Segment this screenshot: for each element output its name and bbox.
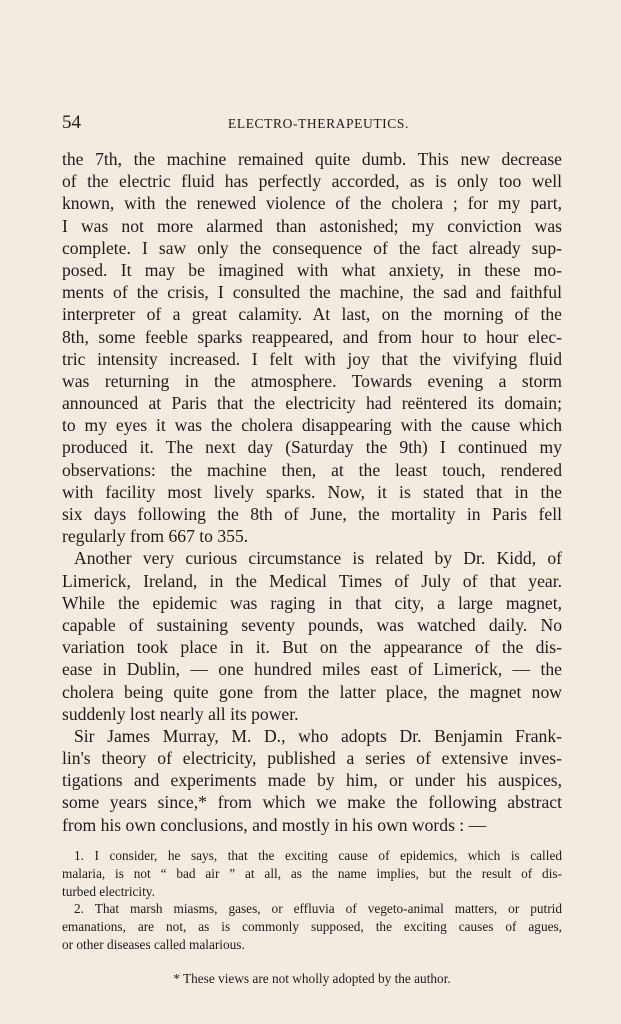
quote-line: malaria, is not “ bad air ” at all, as the name implies, but the result of dis- [62, 865, 562, 881]
page-header [62, 112, 562, 134]
text-line: tric intensity increased. I felt with joy that the vivifying fluid [62, 348, 562, 369]
quote-line: emanations, are not, as is commonly supposed, the exciting causes of agues, [62, 919, 562, 935]
text-line: While the epidemic was raging in that city, a large magnet, [62, 592, 562, 613]
text-line: lin's theory of electricity, published a series of extensive inves- [62, 748, 562, 769]
text-line: regularly from 667 to 355. [62, 526, 249, 547]
text-line: interpreter of a great calamity. At last, on the morning of the [62, 304, 562, 325]
text-line: Another very curious circumstance is related by Dr. Kidd, of [74, 548, 562, 569]
text-line: was returning in the atmosphere. Towards evening a storm [62, 370, 562, 391]
text-line: observations: the machine then, at the least touch, rendered [62, 459, 562, 480]
text-line: produced it. The next day (Saturday the 9th) I continued my [62, 437, 562, 458]
text-line: known, with the renewed violence of the cholera ; for my part, [62, 193, 562, 214]
quote-line: 2. That marsh miasms, gases, or effluvia of vegeto-animal matters, or putrid [74, 901, 562, 917]
body-text [62, 148, 562, 836]
text-line: posed. It may be imagined with what anxiety, in these mo- [62, 259, 562, 280]
text-line: Limerick, Ireland, in the Medical Times of July of that year. [62, 570, 562, 591]
text-line: six days following the 8th of June, the mortality in Paris fell [62, 504, 562, 524]
text-line: the 7th, the machine remained quite dumb. This new decrease [62, 149, 562, 169]
text-line: with facility most lively sparks. Now, it is stated that in the [62, 481, 562, 502]
quoted-abstract [62, 847, 562, 954]
text-line: I was not more alarmed than astonished; my conviction was [62, 215, 562, 236]
text-line: announced at Paris that the electricity had reëntered its domain; [62, 393, 562, 414]
quote-line: turbed electricity. [62, 883, 155, 899]
text-line: complete. I saw only the consequence of the fact already sup- [62, 237, 562, 258]
text-line: tigations and experiments made by him, or under his auspices, [62, 770, 562, 791]
text-line: of the electric fluid has perfectly accorded, as is only too well [62, 171, 562, 192]
quote-line: 1. I consider, he says, that the exciting cause of epidemics, which is called [74, 848, 562, 863]
text-line: some years since,* from which we make the following abstract [62, 792, 562, 813]
text-line: to my eyes it was the cholera disappearing with the cause which [62, 415, 562, 436]
text-line: cholera being quite gone from the latter place, the magnet now [62, 681, 562, 702]
text-line: ease in Dublin, — one hundred miles east of Limerick, — the [62, 659, 562, 680]
running-title: ELECTRO-THERAPEUTICS. [228, 116, 409, 131]
quote-line: or other diseases called malarious. [62, 936, 245, 952]
text-line: capable of sustaining seventy pounds, was watched daily. No [62, 614, 562, 635]
text-line: 8th, some feeble sparks reappeared, and from hour to hour elec- [62, 326, 562, 347]
text-line: from his own conclusions, and mostly in his own words : — [62, 814, 487, 835]
text-line: suddenly lost nearly all its power. [62, 703, 299, 724]
text-line: Sir James Murray, M. D., who adopts Dr. Benjamin Frank- [74, 725, 562, 746]
text-line: ments of the crisis, I consulted the machine, the sad and faithful [62, 282, 562, 303]
page-number: 54 [62, 112, 81, 133]
text-line: variation took place in it. But on the appearance of the dis- [62, 637, 562, 658]
footnote: * These views are not wholly adopted by the author. [173, 971, 451, 986]
